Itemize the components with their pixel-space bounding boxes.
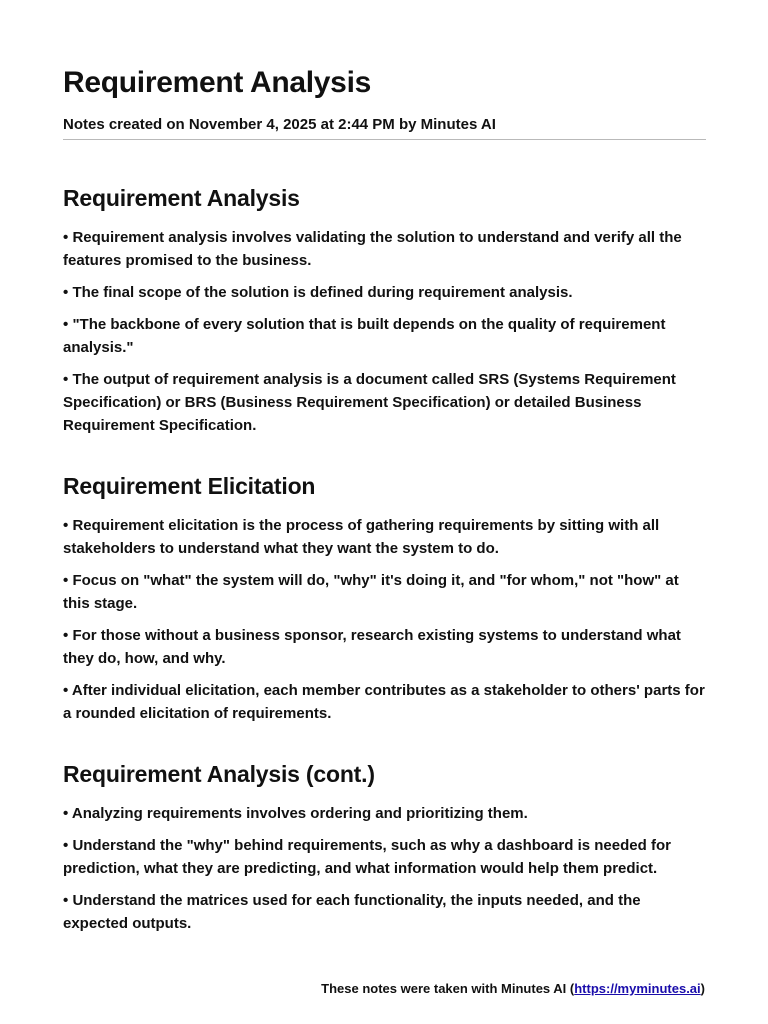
section-requirement-analysis-cont: [63, 759, 706, 944]
bullet-glyph: •: [63, 682, 69, 699]
list-item-text: Focus on "what" the system will do, "why" it's doing it, and "for whom," not "how" at this stage.: [63, 572, 679, 612]
list-item-text: Requirement elicitation is the process of gathering requirements by sitting with all stakeholders to understand what they want the system to do.: [63, 517, 660, 557]
list-item: [63, 313, 706, 359]
list-item: [63, 889, 706, 935]
bullet-glyph: •: [63, 316, 69, 333]
list-item-text: Understand the matrices used for each functionality, the inputs needed, and the expected outputs.: [63, 892, 641, 932]
footer-prefix: These notes were taken with Minutes AI (: [321, 981, 575, 996]
section-heading: Requirement Elicitation: [63, 473, 316, 499]
bullet-list: [63, 802, 706, 935]
myminutes-link[interactable]: https://myminutes.ai: [574, 981, 701, 996]
list-item: [63, 281, 706, 304]
list-item-text: The final scope of the solution is defined during requirement analysis.: [72, 284, 573, 301]
document-title: Requirement Analysis: [63, 66, 371, 99]
list-item: [63, 679, 706, 725]
list-item-text: After individual elicitation, each member contributes as a stakeholder to others' parts for a rounded elicitation of requirements.: [63, 682, 705, 722]
bullet-list: [63, 226, 706, 437]
list-item: [63, 514, 706, 560]
bullet-glyph: •: [63, 805, 69, 822]
section-requirement-analysis: [63, 183, 706, 446]
section-requirement-elicitation: [63, 471, 706, 734]
bullet-glyph: •: [63, 229, 69, 246]
bullet-glyph: •: [63, 517, 69, 534]
list-item: [63, 226, 706, 272]
bullet-glyph: •: [63, 284, 69, 301]
list-item-text: "The backbone of every solution that is built depends on the quality of requirement analysis.": [63, 316, 666, 356]
list-item: [63, 368, 706, 437]
bullet-glyph: •: [63, 572, 69, 589]
bullet-glyph: •: [63, 371, 69, 388]
list-item-text: Understand the "why" behind requirements, such as why a dashboard is needed for prediction, what they are predicting, and what information would help them predict.: [63, 837, 671, 877]
footer-suffix: ): [700, 981, 705, 996]
document-meta: Notes created on November 4, 2025 at 2:44 PM by Minutes AI: [63, 116, 496, 133]
list-item-text: The output of requirement analysis is a document called SRS (Systems Requirement Specification) or BRS (Business Requirement Specification) or detailed Business Requirement Specification.: [63, 371, 676, 434]
list-item-text: Requirement analysis involves validating the solution to understand and verify all the features promised to the business.: [63, 229, 682, 269]
list-item: [63, 624, 706, 670]
list-item-text: For those without a business sponsor, research existing systems to understand what they do, how, and why.: [63, 627, 681, 667]
list-item: [63, 569, 706, 615]
section-heading: Requirement Analysis (cont.): [63, 761, 375, 787]
bullet-glyph: •: [63, 837, 69, 854]
bullet-glyph: •: [63, 627, 69, 644]
list-item-text: Analyzing requirements involves ordering and prioritizing them.: [71, 805, 528, 822]
footer-attribution: [321, 979, 705, 999]
list-item: [63, 834, 706, 880]
bullet-list: [63, 514, 706, 725]
section-heading: Requirement Analysis: [63, 185, 300, 211]
bullet-glyph: •: [63, 892, 69, 909]
list-item: [63, 802, 706, 825]
title-divider: [63, 139, 706, 140]
